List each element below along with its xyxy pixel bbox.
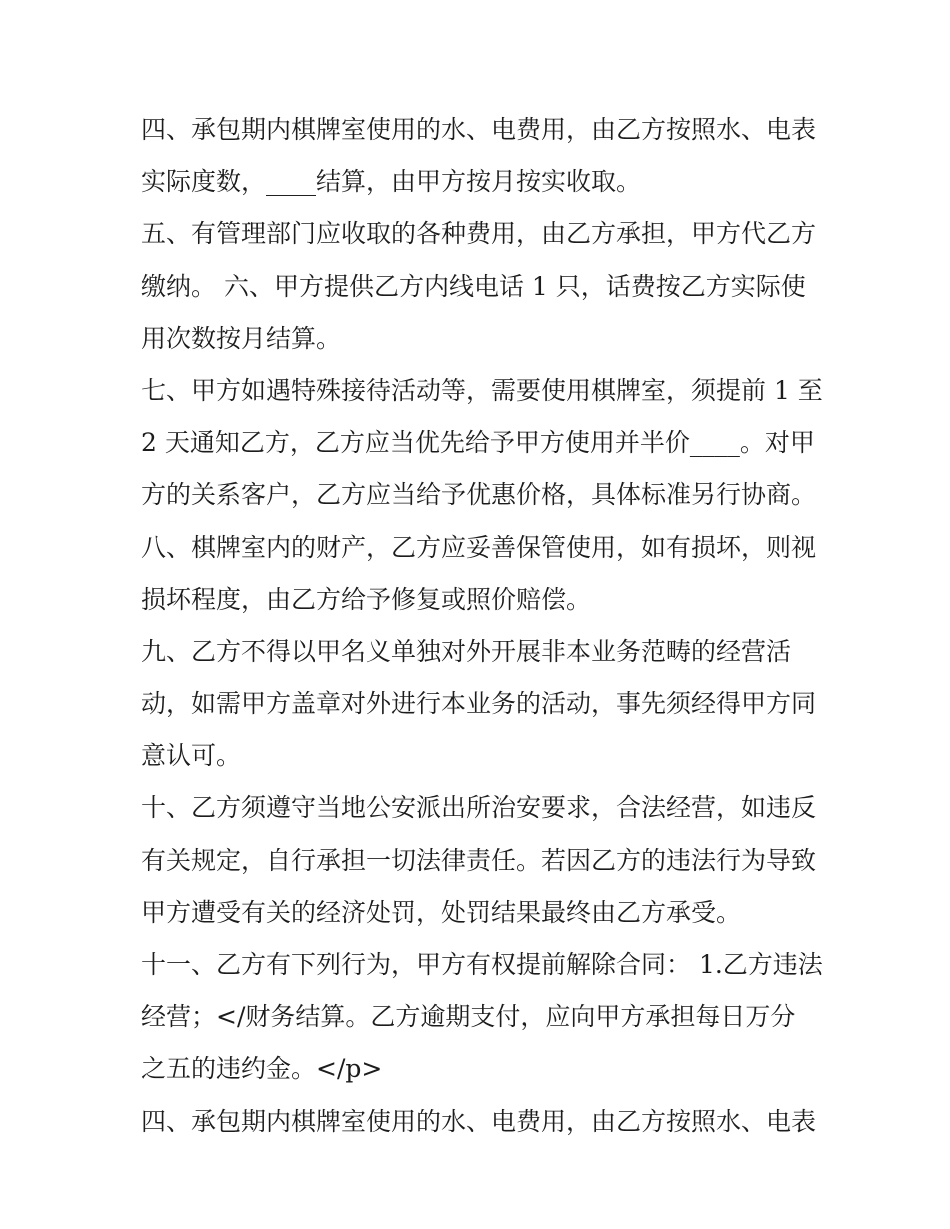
text-line: 十、乙方须遵守当地公安派出所治安要求，合法经营，如违反 xyxy=(141,793,817,823)
text-line: 经营；</财务结算。乙方逾期支付，应向甲方承担每日万分 xyxy=(141,1002,796,1032)
text-line: 四、承包期内棋牌室使用的水、电费用，由乙方按照水、电表 xyxy=(141,1106,817,1136)
document-body xyxy=(141,104,821,1148)
text-line: 2 天通知乙方，乙方应当优先给予甲方使用并半价____。对甲 xyxy=(141,428,815,458)
text-line: 九、乙方不得以甲名义单独对外开展非本业务范畴的经营活 xyxy=(141,636,792,666)
text-line: 用次数按月结算。 xyxy=(141,323,342,353)
text-line: 动，如需甲方盖章对外进行本业务的活动，事先须经得甲方同 xyxy=(141,689,817,719)
text-line: 缴纳。 六、甲方提供乙方内线电话 1 只，话费按乙方实际使 xyxy=(141,271,806,301)
text-line: 方的关系客户，乙方应当给予优惠价格，具体标准另行协商。 xyxy=(141,480,817,510)
text-line: 五、有管理部门应收取的各种费用，由乙方承担，甲方代乙方 xyxy=(141,219,817,249)
text-line: 十一、乙方有下列行为，甲方有权提前解除合同： 1.乙方违法 xyxy=(141,950,823,979)
text-line: 有关规定，自行承担一切法律责任。若因乙方的违法行为导致 xyxy=(141,845,817,875)
text-line: 甲方遭受有关的经济处罚，处罚结果最终由乙方承受。 xyxy=(141,897,742,927)
text-line: 四、承包期内棋牌室使用的水、电费用，由乙方按照水、电表 xyxy=(141,115,817,144)
text-line: 八、棋牌室内的财产，乙方应妥善保管使用，如有损坏，则视 xyxy=(141,532,817,562)
text-line: 七、甲方如遇特殊接待活动等，需要使用棋牌室，须提前 1 至 xyxy=(141,375,823,405)
text-line: 实际度数，____结算，由甲方按月按实收取。 xyxy=(141,167,642,197)
text-line: 之五的违约金。</p> xyxy=(141,1054,383,1084)
text-line: 损坏程度，由乙方给予修复或照价赔偿。 xyxy=(141,584,592,614)
text-line: 意认可。 xyxy=(141,741,242,771)
